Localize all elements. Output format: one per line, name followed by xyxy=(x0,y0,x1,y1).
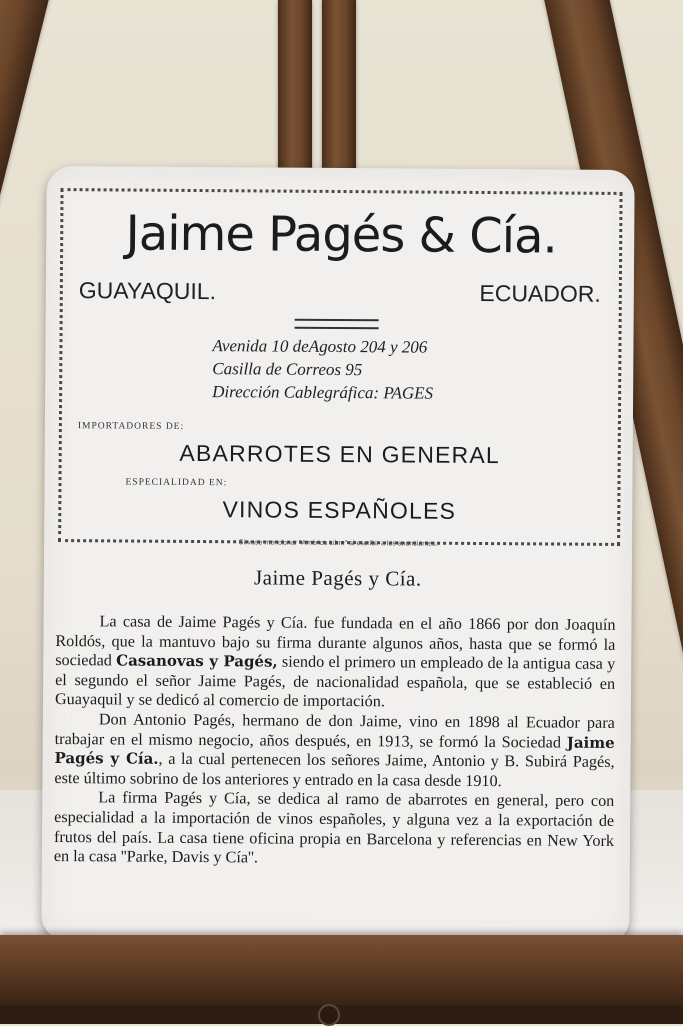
easel-ledge xyxy=(0,935,683,1005)
paragraph-2: Don Antonio Pagés, hermano de don Jaime, vino en 1898 al Ecuador para trabajar en el mismo negocio, años después, en 1913, se formó la Sociedad Jaime Pagés y Cía., a la cual pertenecen los señores Jaime, Antonio y B. Subirá Pagés, este último sobrino de los anteriores y entrado en la casa desde 1910. xyxy=(54,710,615,790)
importers-value: ABARROTES EN GENERAL xyxy=(179,439,501,469)
mention-note: Sírvase mencionar "América Libre" al escribir a los anunciantes. xyxy=(238,539,438,548)
specialty-label: ESPECIALIDAD EN: xyxy=(125,477,228,489)
easel-mast-right xyxy=(322,0,356,180)
article-heading: Jaime Pagés y Cía. xyxy=(253,565,422,591)
specialty-value: VINOS ESPAÑOLES xyxy=(222,496,457,524)
double-rule xyxy=(295,319,379,330)
company-title: Jaime Pagés & Cía. xyxy=(125,205,557,265)
ledge-bolt xyxy=(318,1004,340,1026)
address-line: Dirección Cablegráfica: PAGES xyxy=(212,382,434,403)
printed-card xyxy=(41,166,634,945)
paragraph-3: La firma Pagés y Cía, se dedica al ramo de abarrotes en general, pero con especialidad a la importación de vinos españoles, y alguna vez a la exportación de frutos del país. La casa tiene oficina propia en Barcelona y referencias en New York en la casa ''Parke, Davis y Cía''. xyxy=(53,788,615,867)
address-line: Avenida 10 deAgosto 204 y 206 xyxy=(212,336,428,357)
address-block xyxy=(212,334,433,405)
city-guayaquil: GUAYAQUIL. xyxy=(78,277,217,305)
bottom-shadow xyxy=(0,1005,683,1024)
easel-mast-left xyxy=(278,0,312,180)
advertisement-box xyxy=(58,188,622,546)
article-body xyxy=(54,612,616,871)
country-ecuador: ECUADOR. xyxy=(479,279,601,307)
paragraph-1: La casa de Jaime Pagés y Cía. fue fundada en el año 1866 por don Joaquín Roldós, que la mantuvo bajo su firma durante algunos años, hasta que se formó la sociedad Casanovas y Pagés, siendo el primero un empleado de la antigua casa y el segundo el señor Jaime Pagés, de nacionalidad española, que se estableció en Guayaquil y se dedicó al comercio de importación. xyxy=(54,612,616,711)
address-line: Casilla de Correos 95 xyxy=(212,359,363,380)
importers-label: IMPORTADORES DE: xyxy=(77,421,185,432)
